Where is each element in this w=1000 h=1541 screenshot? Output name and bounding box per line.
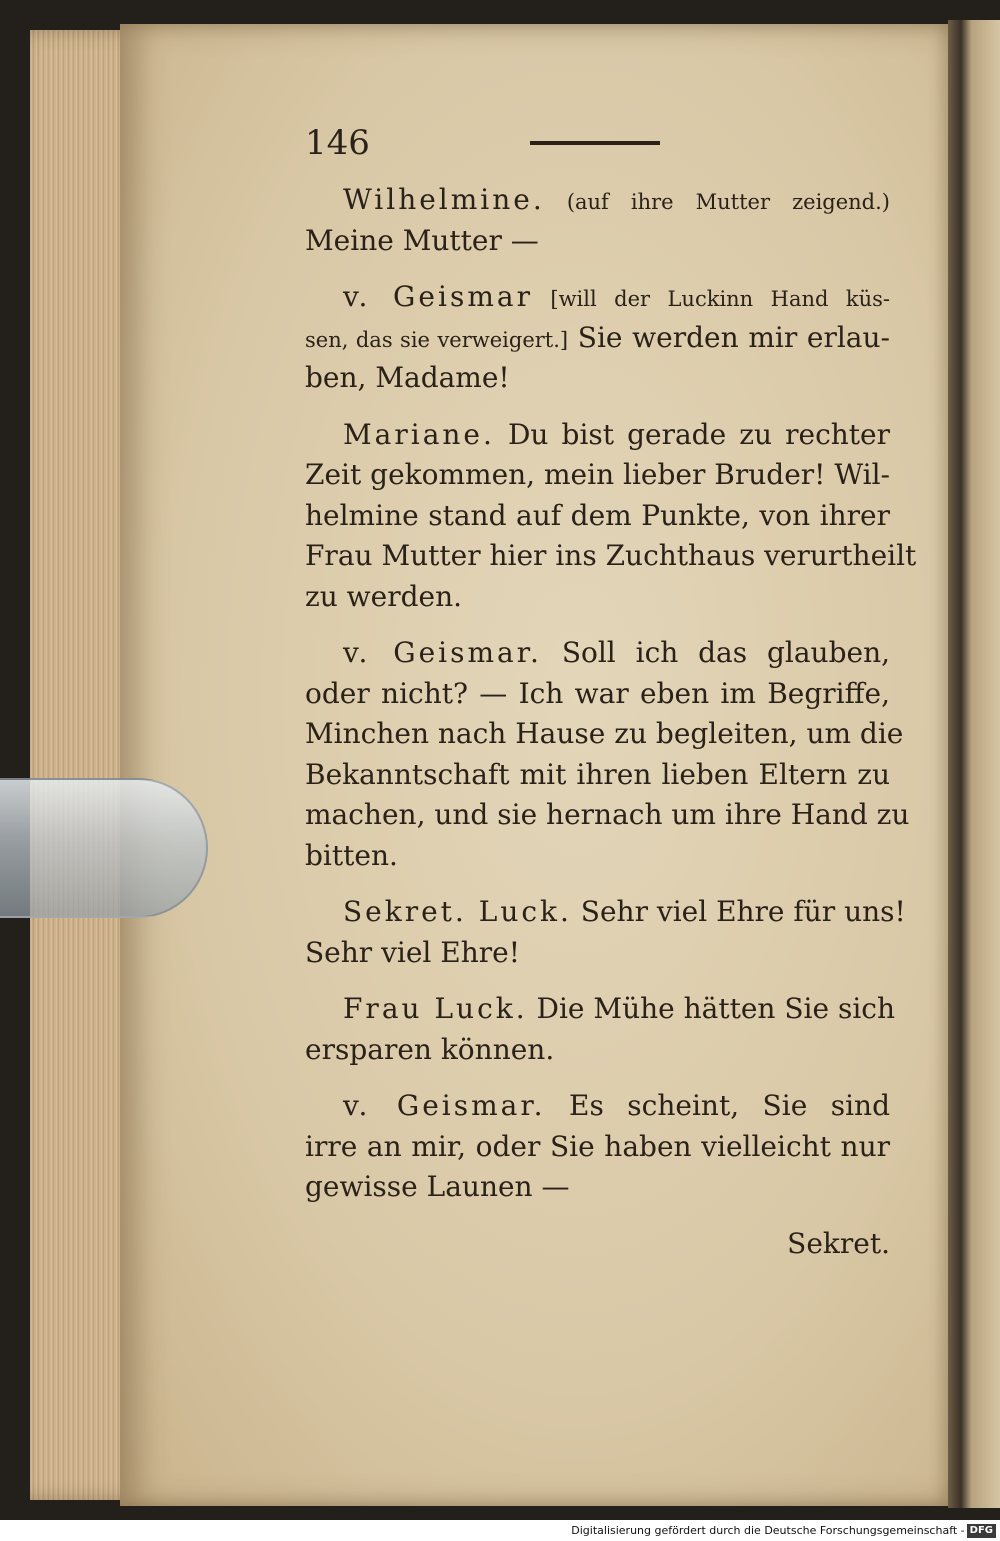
speech-paragraph bbox=[305, 277, 890, 399]
dialogue-text: Minchen nach Hause zu begleiten, um die bbox=[305, 717, 904, 750]
speech-paragraph bbox=[305, 415, 917, 618]
header-rule bbox=[530, 141, 660, 145]
speaker-name: v. Geismar. bbox=[343, 636, 542, 669]
dialogue-text: Sehr viel Ehre! bbox=[305, 935, 520, 969]
dialogue-text: Bekanntschaft mit ihren lieben Eltern zu bbox=[305, 757, 890, 791]
text-line bbox=[305, 577, 890, 618]
speaker-name: v. Geismar bbox=[343, 280, 533, 313]
text-line bbox=[305, 415, 890, 456]
text-line bbox=[305, 496, 890, 537]
dialogue-text: machen, und sie hernach um ihre Hand zu bbox=[305, 798, 910, 831]
dialogue-text: Sie werden mir erlau- bbox=[568, 320, 890, 354]
dialogue-text: Die Mühe hätten Sie sich bbox=[527, 992, 895, 1025]
text-line bbox=[305, 358, 890, 399]
text-line bbox=[305, 836, 890, 877]
dialogue-text: ben, Madame! bbox=[305, 361, 510, 394]
page-number: 146 bbox=[305, 123, 370, 163]
text-line bbox=[305, 1030, 890, 1071]
speech-paragraph bbox=[305, 892, 906, 973]
dialogue-text: helmine stand auf dem Punkte, von ihrer bbox=[305, 498, 890, 532]
dialogue-text: Es scheint, Sie sind bbox=[545, 1089, 890, 1122]
speech-paragraph bbox=[305, 989, 895, 1070]
dialogue-text: Soll ich das glauben, bbox=[541, 636, 890, 669]
text-line bbox=[305, 180, 890, 221]
dialogue-text: oder nicht? — Ich war eben im Begriffe, bbox=[305, 676, 890, 710]
text-line bbox=[305, 892, 906, 933]
dialogue-text: irre an mir, oder Sie haben vielleicht nur bbox=[305, 1129, 890, 1163]
text-line bbox=[305, 277, 890, 318]
text-line bbox=[305, 633, 890, 674]
book-gutter bbox=[948, 20, 1000, 1508]
text-line bbox=[305, 1167, 890, 1208]
speaker-name: Wilhelmine. bbox=[343, 183, 545, 216]
text-line bbox=[305, 221, 890, 262]
footer-bar bbox=[0, 1520, 1000, 1541]
text-line bbox=[305, 755, 890, 796]
dialogue-text: ersparen können. bbox=[305, 1032, 555, 1066]
speaker-name: Sekret. Luck. bbox=[343, 895, 572, 928]
speech-paragraph bbox=[305, 180, 890, 261]
page-text bbox=[305, 116, 917, 1264]
dialogue-text: Frau Mutter hier ins Zuchthaus verurtheilt bbox=[305, 539, 917, 572]
text-line bbox=[305, 1086, 890, 1127]
text-line bbox=[305, 989, 895, 1030]
text-line bbox=[305, 674, 890, 715]
dialogue-text: Meine Mutter — bbox=[305, 223, 539, 257]
stage-direction: sen, das sie verweigert.] bbox=[305, 327, 569, 352]
dialogue-text: Du bist gerade zu rechter bbox=[494, 417, 890, 451]
dialogue-text: Sehr viel Ehre für uns! bbox=[571, 895, 906, 928]
dialogue-text: gewisse Launen — bbox=[305, 1170, 570, 1203]
dfg-logo: DFG bbox=[967, 1524, 996, 1538]
text-body bbox=[305, 180, 917, 1208]
speaker-name: v. Geismar. bbox=[343, 1089, 546, 1122]
speech-paragraph bbox=[305, 633, 910, 876]
page-header bbox=[305, 116, 890, 170]
dialogue-text: zu werden. bbox=[305, 579, 463, 613]
text-line bbox=[305, 714, 904, 755]
text-line bbox=[305, 795, 910, 836]
speaker-name: Frau Luck. bbox=[343, 992, 528, 1025]
dialogue-text: Zeit gekommen, mein lieber Bruder! Wil- bbox=[305, 458, 890, 491]
speech-paragraph bbox=[305, 1086, 890, 1208]
catchword: Sekret. bbox=[787, 1226, 890, 1260]
stage-direction: (auf ihre Mutter zeigend.) bbox=[544, 190, 890, 214]
text-line bbox=[305, 1127, 890, 1168]
dialogue-text: bitten. bbox=[305, 838, 398, 872]
text-line bbox=[305, 318, 890, 359]
footer-text: Digitalisierung gefördert durch die Deutsche Forschungsgemeinschaft - bbox=[571, 1524, 965, 1537]
text-line bbox=[305, 455, 890, 496]
text-line bbox=[305, 933, 890, 974]
page-holder-clip bbox=[0, 778, 208, 918]
stage-direction: [will der Luckinn Hand küs- bbox=[532, 287, 891, 311]
speaker-name: Mariane. bbox=[343, 417, 495, 451]
text-line bbox=[305, 536, 917, 577]
